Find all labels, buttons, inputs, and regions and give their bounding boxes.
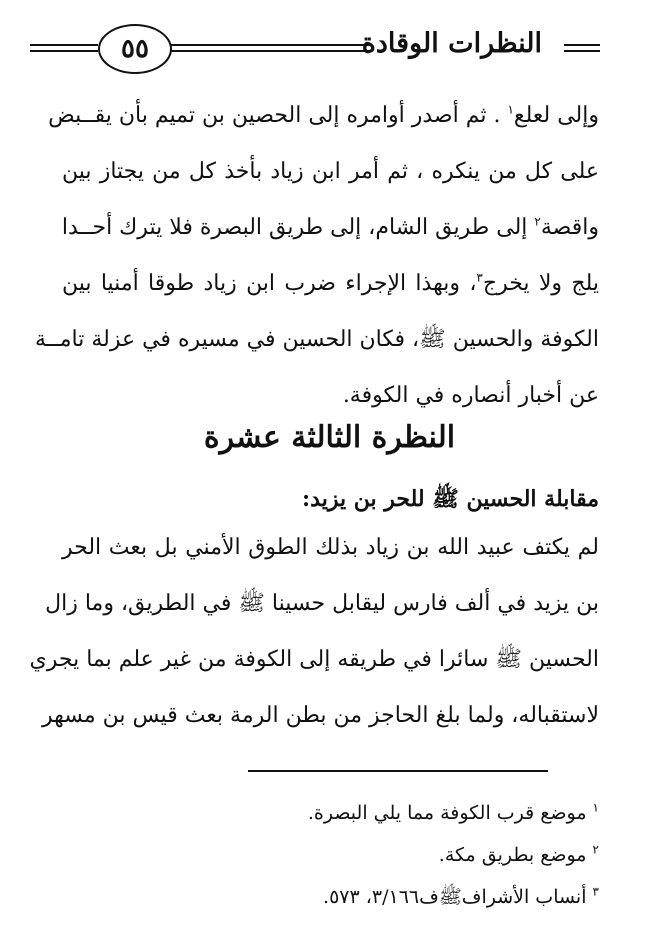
text-line: عن أخبار أنصاره في الكوفة. <box>342 383 599 408</box>
text-line: وإلى لعلع$^١$ . ثم أصدر أوامره إلى الحصين بن تميم بأن يقــبض <box>48 102 599 128</box>
paragraph-1 <box>35 88 599 424</box>
footnote-mark: ٣ <box>476 270 483 285</box>
footnote-text: موضع قرب الكوفة مما يلي البصرة. <box>307 802 587 824</box>
footnote-item <box>39 792 599 834</box>
text-line: الكوفة والحسين ﷺ، فكان الحسين في مسيره في عزلة تامــة <box>35 327 599 352</box>
footnote-mark: ٣ <box>592 884 599 899</box>
page-number: ٥٥ <box>98 24 172 74</box>
text-line: يلج ولا يخرج$^٣$، وبهذا الإجراء ضرب ابن زياد طوقا أمنيا بين <box>62 270 599 296</box>
header-rule-left <box>30 44 98 52</box>
header-rule-right <box>564 44 600 52</box>
header-rule-middle <box>170 44 370 52</box>
paragraph-2 <box>29 520 599 744</box>
page-header <box>30 22 600 72</box>
section-title: النظرة الثالثة عشرة <box>203 420 456 455</box>
footnote-mark: ١ <box>592 800 599 815</box>
section-subheading: مقابلة الحسين ﷺ للحر بن يزيد: <box>302 486 599 512</box>
running-title: النظرات الوقادة <box>361 28 542 59</box>
text-line: لم يكتف عبيد الله بن زياد بذلك الطوق الأمني بل بعث الحر <box>62 535 599 560</box>
footnote-mark: ٢ <box>592 842 599 857</box>
footnote-item <box>39 834 599 876</box>
footnote-divider <box>248 770 548 772</box>
footnote-mark: ١ <box>507 102 514 117</box>
footnote-mark: ٢ <box>534 214 541 229</box>
footnote-text: موضع بطريق مكة. <box>438 844 587 866</box>
text-line: على كل من ينكره ، ثم أمر ابن زياد بأخذ كل من يجتاز بين <box>62 159 599 184</box>
footnote-item <box>39 876 599 918</box>
footnote-text: أنساب الأشرافﷺف٣/١٦٦، ٥٧٣. <box>323 886 587 908</box>
text-line: الحسين ﷺ سائرا في طريقه إلى الكوفة من غير علم بما يجري <box>29 647 599 672</box>
text-line: بن يزيد في ألف فارس ليقابل حسينا ﷺ في الطريق، وما زال <box>45 591 599 616</box>
text-line: واقصة$^٢$ إلى طريق الشام، إلى طريق البصرة فلا يترك أحــدا <box>61 214 599 240</box>
text-line: لاستقباله، ولما بلغ الحاجز من بطن الرمة بعث قيس بن مسهر <box>41 703 599 728</box>
footnotes <box>39 792 599 918</box>
